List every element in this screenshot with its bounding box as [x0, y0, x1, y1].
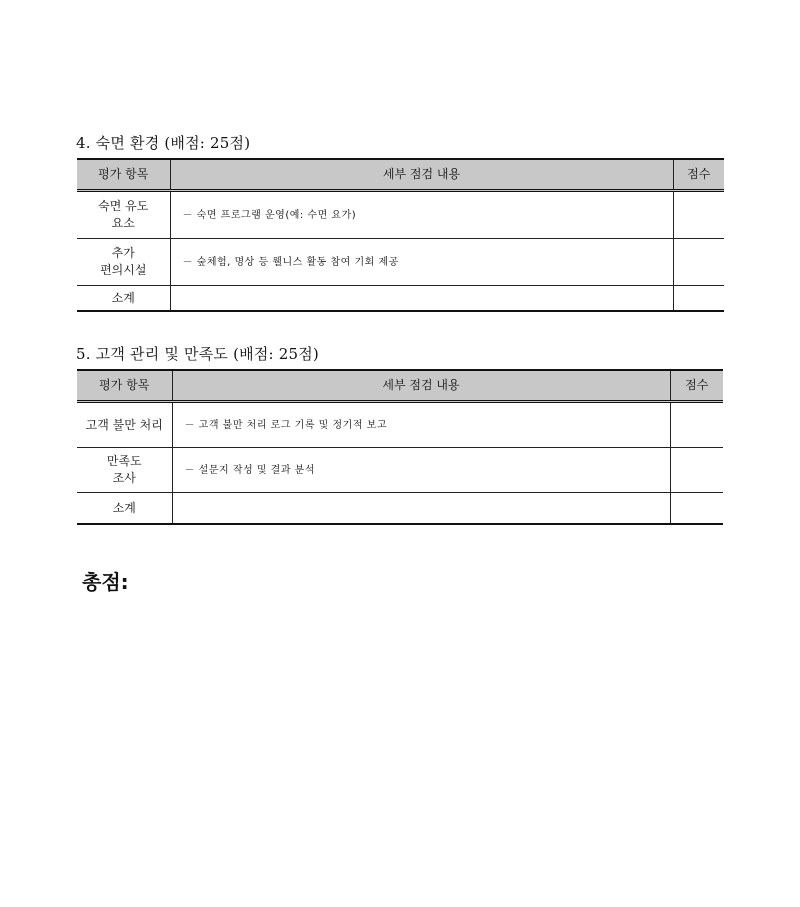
- row-detail: [170, 286, 673, 312]
- subtotal-row: [77, 493, 723, 525]
- header-score: 점수: [673, 159, 724, 191]
- row-detail: － 숲체험, 명상 등 웰니스 활동 참여 기회 제공: [170, 239, 673, 286]
- customer-management-table: [77, 369, 723, 525]
- subtotal-score-cell[interactable]: [673, 286, 724, 312]
- score-cell[interactable]: [670, 402, 723, 448]
- row-item: 고객 불만 처리: [77, 402, 172, 448]
- table-row: [77, 239, 724, 286]
- header-score: 점수: [670, 370, 723, 402]
- row-detail: － 설문지 작성 및 결과 분석: [172, 448, 670, 493]
- score-cell[interactable]: [670, 448, 723, 493]
- row-item: 만족도 조사: [77, 448, 172, 493]
- row-detail: － 숙면 프로그램 운영(예: 수면 요가): [170, 191, 673, 239]
- header-item: 평가 항목: [77, 159, 170, 191]
- table-header-row: [77, 159, 724, 191]
- table-row: [77, 448, 723, 493]
- subtotal-label: 소계: [77, 493, 172, 525]
- section-5-title: 5. 고객 관리 및 만족도 (배점: 25점): [76, 345, 319, 363]
- header-detail: 세부 점검 내용: [170, 159, 673, 191]
- row-detail: － 고객 불만 처리 로그 기록 및 정기적 보고: [172, 402, 670, 448]
- row-item: 숙면 유도 요소: [77, 191, 170, 239]
- row-detail: [172, 493, 670, 525]
- table-row: [77, 191, 724, 239]
- score-cell[interactable]: [673, 239, 724, 286]
- table-header-row: [77, 370, 723, 402]
- section-4-title: 4. 숙면 환경 (배점: 25점): [76, 134, 251, 152]
- header-detail: 세부 점검 내용: [172, 370, 670, 402]
- subtotal-score-cell[interactable]: [670, 493, 723, 525]
- subtotal-label: 소계: [77, 286, 170, 312]
- total-score-label: 총점:: [82, 570, 129, 594]
- row-item: 추가 편의시설: [77, 239, 170, 286]
- subtotal-row: [77, 286, 724, 312]
- header-item: 평가 항목: [77, 370, 172, 402]
- score-cell[interactable]: [673, 191, 724, 239]
- table-row: [77, 402, 723, 448]
- sleep-environment-table: [77, 158, 724, 312]
